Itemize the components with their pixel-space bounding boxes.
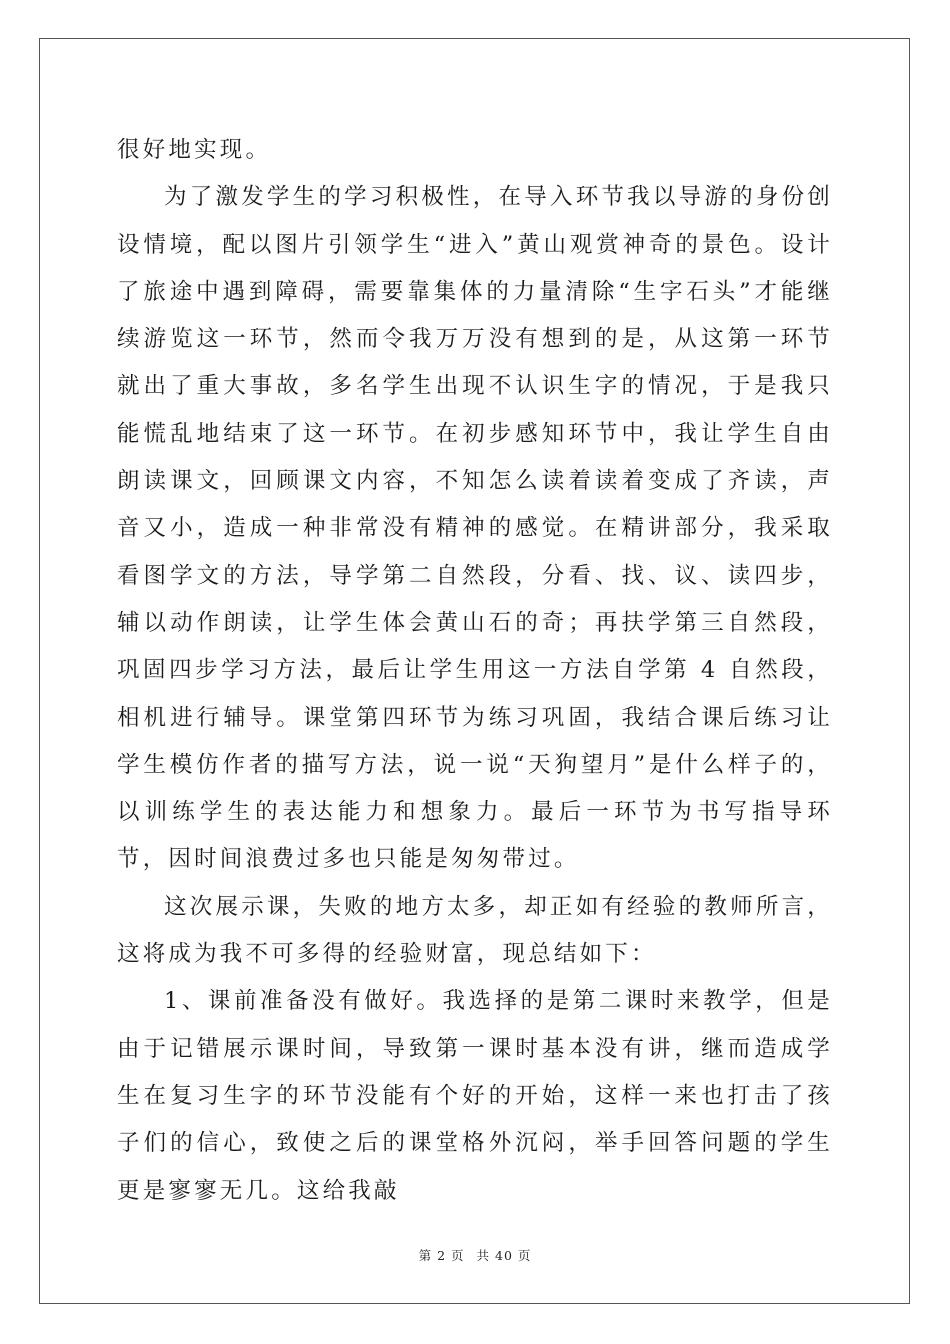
document-body [117,127,833,1215]
paragraph-point-1: 1、课前准备没有做好。我选择的是第二课时来教学，但是由于记错展示课时间，导致第一课时基本没有讲，继而造成学生在复习生字的环节没能有个好的开始，这样一来也打击了孩子们的信心，致使之后的课堂格外沉闷，举手回答问题的学生更是寥寥无几。这给我敲 [117,988,833,1204]
page-total: 共 40 页 [476,1248,532,1263]
page-footer [0,1246,950,1264]
paragraph-summary-intro: 这次展示课，失败的地方太多，却正如有经验的教师所言，这将成为我不可多得的经验财富，现总结如下： [117,893,833,968]
paragraph-continuation: 很好地实现。 [117,137,272,163]
page-number: 第 2 页 [418,1248,465,1263]
paragraph-teaching-process: 为了激发学生的学习积极性，在导入环节我以导游的身份创设情境，配以图片引领学生“进入”黄山观赏神奇的景色。设计了旅途中遇到障碍，需要靠集体的力量清除“生字石头”才能继续游览这一环节，然而令我万万没有想到的是，从这第一环节就出了重大事故，多名学生出现不认识生字的情况，于是我只能慌乱地结束了这一环节。在初步感知环节中，我让学生自由朗读课文，回顾课文内容，不知怎么读着读着变成了齐读，声音又小，造成一种非常没有精神的感觉。在精讲部分，我采取看图学文的方法，导学第二自然段，分看、找、议、读四步，辅以动作朗读，让学生体会黄山石的奇；再扶学第三自然段，巩固四步学习方法，最后让学生用这一方法自学第 4 自然段，相机进行辅导。课堂第四环节为练习巩固，我结合课后练习让学生模仿作者的描写方法，说一说“天狗望月”是什么样子的，以训练学生的表达能力和想象力。最后一环节为书写指导环节，因时间浪费过多也只能是匆匆带过。 [117,184,833,873]
